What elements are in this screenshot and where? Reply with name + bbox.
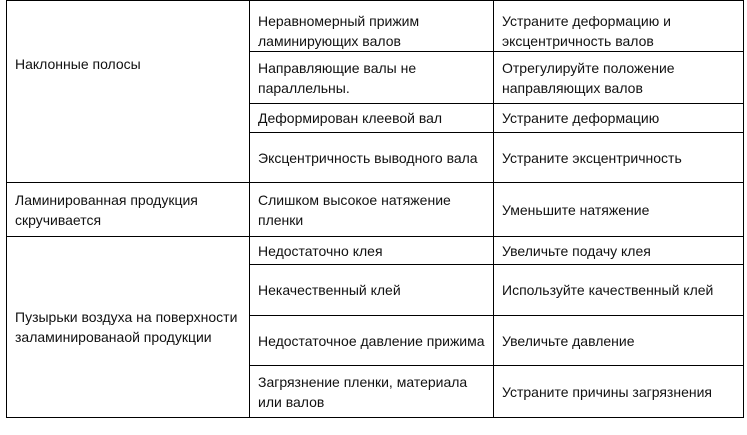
cause-cell: Неравномерный прижим ламинирующих валов [250,1,494,52]
cause-cell: Слишком высокое натяжение пленки [250,183,494,237]
cause-cell: Недостаточно клея [250,237,494,265]
problem-cell: Наклонные полосы [7,1,250,183]
solution-cell: Отрегулируйте положение направляющих валов [494,52,744,104]
table-row [7,1,744,52]
cause-cell: Загрязнение пленки, материала или валов [250,366,494,418]
solution-cell: Уменьшите натяжение [494,183,744,237]
cause-cell: Деформирован клеевой вал [250,104,494,133]
table-row [7,237,744,265]
cause-cell: Некачественный клей [250,265,494,316]
solution-cell: Используйте качественный клей [494,265,744,316]
table-row [7,183,744,237]
solution-cell: Устраните деформацию [494,104,744,133]
solution-cell: Устраните причины загрязнения [494,366,744,418]
solution-cell: Увеличьте подачу клея [494,237,744,265]
cause-cell: Направляющие валы не параллельны. [250,52,494,104]
cause-cell: Эксцентричность выводного вала [250,133,494,183]
troubleshooting-table [6,0,744,418]
solution-cell: Увеличьте давление [494,316,744,366]
problem-cell: Пузырьки воздуха на поверхности заламинированаой продукции [7,237,250,418]
solution-cell: Устраните деформацию и эксцентричность валов [494,1,744,52]
solution-cell: Устраните эксцентричность [494,133,744,183]
problem-cell: Ламинированная продукция скручивается [7,183,250,237]
cause-cell: Недостаточное давление прижима [250,316,494,366]
